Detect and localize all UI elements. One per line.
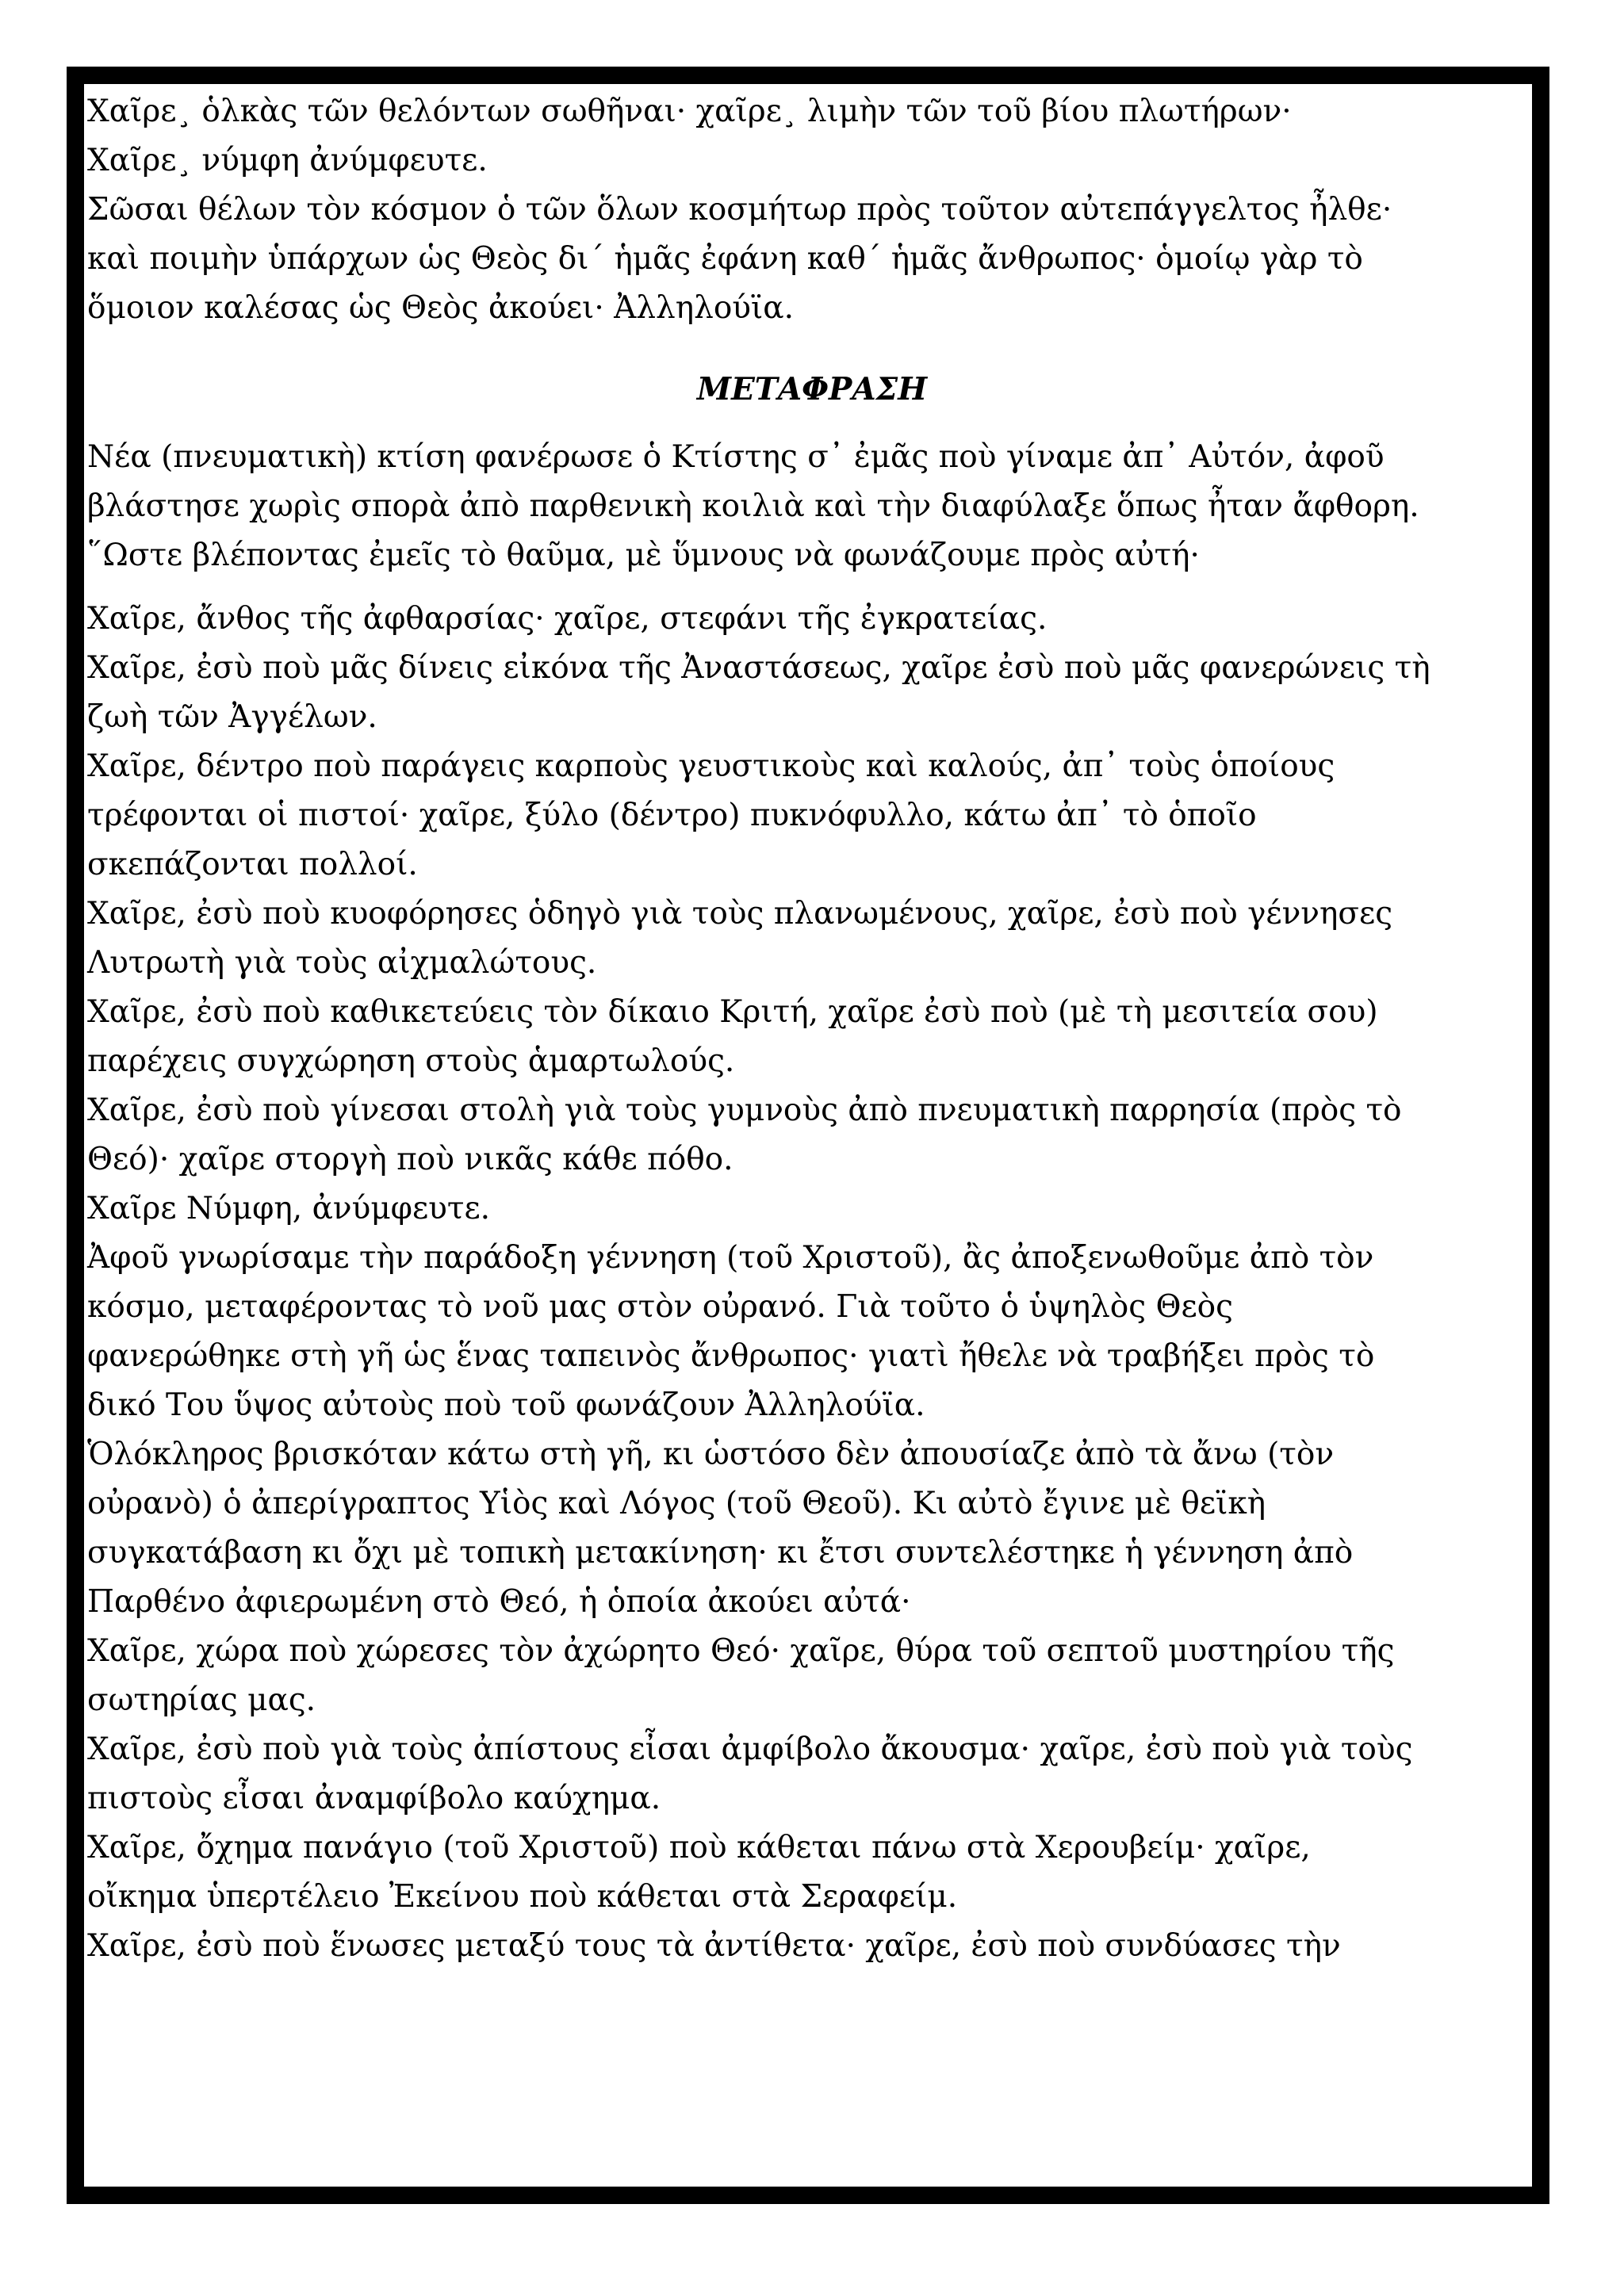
original-text-block	[87, 87, 1537, 333]
intro-paragraph	[87, 433, 1537, 580]
text-line: Χαῖρε, ἐσὺ ποὺ ἕνωσες μεταξύ τους τὰ ἀντίθετα· χαῖρε, ἐσὺ ποὺ συνδύασες τὴν	[87, 1928, 1341, 1964]
text-line: παρέχεις συγχώρηση στοὺς ἁμαρτωλούς.	[87, 1043, 735, 1079]
text-line: Χαῖρε Νύμφη, ἀνύμφευτε.	[87, 1191, 491, 1226]
section-heading: ΜΕΤΑΦΡΑΣΗ	[696, 371, 928, 408]
text-line: καὶ ποιμὴν ὑπάρχων ὡς Θεὸς δι΄ ἡμᾶς ἐφάνη καθ΄ ἡμᾶς ἄνθρωπος· ὁμοίῳ γὰρ τὸ	[87, 241, 1363, 277]
text-line: Χαῖρε, ἐσὺ ποὺ καθικετεύεις τὸν δίκαιο Κριτή, χαῖρε ἐσὺ ποὺ (μὲ τὴ μεσιτεία σου)	[87, 994, 1378, 1030]
text-line: σωτηρίας μας.	[87, 1682, 316, 1718]
text-line: οὐρανὸ) ὁ ἀπερίγραπτος Υἱὸς καὶ Λόγος (τοῦ Θεοῦ). Κι αὐτὸ ἔγινε μὲ θεϊκὴ	[87, 1486, 1266, 1521]
text-line: δικό Του ὕψος αὐτοὺς ποὺ τοῦ φωνάζουν Ἀλληλούϊα.	[87, 1387, 925, 1423]
text-line: ῞Ωστε βλέποντας ἐμεῖς τὸ θαῦμα, μὲ ὕμνους νὰ φωνάζουμε πρὸς αὐτή·	[87, 538, 1200, 573]
text-line: πιστοὺς εἶσαι ἀναμφίβολο καύχημα.	[87, 1781, 661, 1816]
text-line: Χαῖρε, ἄνθος τῆς ἀφθαρσίας· χαῖρε, στεφάνι τῆς ἐγκρατείας.	[87, 601, 1048, 637]
text-line: Χαῖρε¸ νύμφη ἀνύμφευτε.	[87, 143, 488, 178]
text-line: Παρθένο ἀφιερωμένη στὸ Θεό, ἡ ὁποία ἀκούει αὐτά·	[87, 1584, 911, 1620]
translation-body	[87, 595, 1537, 1971]
document-body	[87, 87, 1537, 1971]
text-line: Ὁλόκληρος βρισκόταν κάτω στὴ γῆ, κι ὡστόσο δὲν ἀπουσίαζε ἀπὸ τὰ ἄνω (τὸν	[87, 1437, 1335, 1472]
text-line: συγκατάβαση κι ὄχι μὲ τοπικὴ μετακίνηση· κι ἔτσι συντελέστηκε ἡ γέννηση ἀπὸ	[87, 1535, 1354, 1571]
text-line: Χαῖρε, ἐσὺ ποὺ κυοφόρησες ὁδηγὸ γιὰ τοὺς πλανωμένους, χαῖρε, ἐσὺ ποὺ γέννησες	[87, 896, 1393, 932]
text-line: κόσμο, μεταφέροντας τὸ νοῦ μας στὸν οὐρανό. Γιὰ τοῦτο ὁ ὑψηλὸς Θεὸς	[87, 1289, 1233, 1325]
text-line: Νέα (πνευματικὴ) κτίση φανέρωσε ὁ Κτίστης σ᾿ ἐμᾶς ποὺ γίναμε ἀπ᾿ Αὐτόν, ἀφοῦ	[87, 439, 1385, 475]
text-line: Χαῖρε, ὄχημα πανάγιο (τοῦ Χριστοῦ) ποὺ κάθεται πάνω στὰ Χερουβείμ· χαῖρε,	[87, 1830, 1311, 1866]
text-line: ζωὴ τῶν Ἀγγέλων.	[87, 699, 377, 735]
text-line: βλάστησε χωρὶς σπορὰ ἀπὸ παρθενικὴ κοιλιὰ καὶ τὴν διαφύλαξε ὅπως ἦταν ἄφθορη.	[87, 488, 1419, 524]
text-line: Θεό)· χαῖρε στοργὴ ποὺ νικᾶς κάθε πόθο.	[87, 1142, 733, 1177]
text-line: Χαῖρε, χώρα ποὺ χώρεσες τὸν ἀχώρητο Θεό· χαῖρε, θύρα τοῦ σεπτοῦ μυστηρίου τῆς	[87, 1633, 1395, 1669]
paragraph-gap	[87, 580, 1537, 595]
text-line: φανερώθηκε στὴ γῆ ὡς ἕνας ταπεινὸς ἄνθρωπος· γιατὶ ἤθελε νὰ τραβήξει πρὸς τὸ	[87, 1338, 1375, 1374]
text-line: Ἀφοῦ γνωρίσαμε τὴν παράδοξη γέννηση (τοῦ Χριστοῦ), ἂς ἀποξενωθοῦμε ἀπὸ τὸν	[87, 1240, 1374, 1276]
text-line: Χαῖρε, ἐσὺ ποὺ γιὰ τοὺς ἀπίστους εἶσαι ἀμφίβολο ἄκουσμα· χαῖρε, ἐσὺ ποὺ γιὰ τοὺς	[87, 1732, 1413, 1767]
text-line: Χαῖρε¸ ὁλκὰς τῶν θελόντων σωθῆναι· χαῖρε¸ λιμὴν τῶν τοῦ βίου πλωτήρων·	[87, 94, 1292, 129]
text-line: Λυτρωτὴ γιὰ τοὺς αἰχμαλώτους.	[87, 945, 597, 981]
text-line: οἴκημα ὑπερτέλειο Ἐκείνου ποὺ κάθεται στὰ Σεραφείμ.	[87, 1879, 958, 1915]
text-line: Χαῖρε, ἐσὺ ποὺ μᾶς δίνεις εἰκόνα τῆς Ἀναστάσεως, χαῖρε ἐσὺ ποὺ μᾶς φανερώνεις τὴ	[87, 650, 1431, 686]
text-line: σκεπάζονται πολλοί.	[87, 847, 418, 882]
text-line: τρέφονται οἱ πιστοί· χαῖρε, ξύλο (δέντρο) πυκνόφυλλο, κάτω ἀπ᾿ τὸ ὁποῖο	[87, 798, 1257, 833]
text-line: Σῶσαι θέλων τὸν κόσμον ὁ τῶν ὅλων κοσμήτωρ πρὸς τοῦτον αὐτεπάγγελτος ἦλθε·	[87, 192, 1392, 228]
text-line: ὅμοιον καλέσας ὡς Θεὸς ἀκούει· Ἀλληλούϊα.	[87, 290, 795, 326]
text-line: Χαῖρε, δέντρο ποὺ παράγεις καρποὺς γευστικοὺς καὶ καλούς, ἀπ᾿ τοὺς ὁποίους	[87, 748, 1335, 784]
text-line: Χαῖρε, ἐσὺ ποὺ γίνεσαι στολὴ γιὰ τοὺς γυμνοὺς ἀπὸ πνευματικὴ παρρησία (πρὸς τὸ	[87, 1093, 1402, 1128]
